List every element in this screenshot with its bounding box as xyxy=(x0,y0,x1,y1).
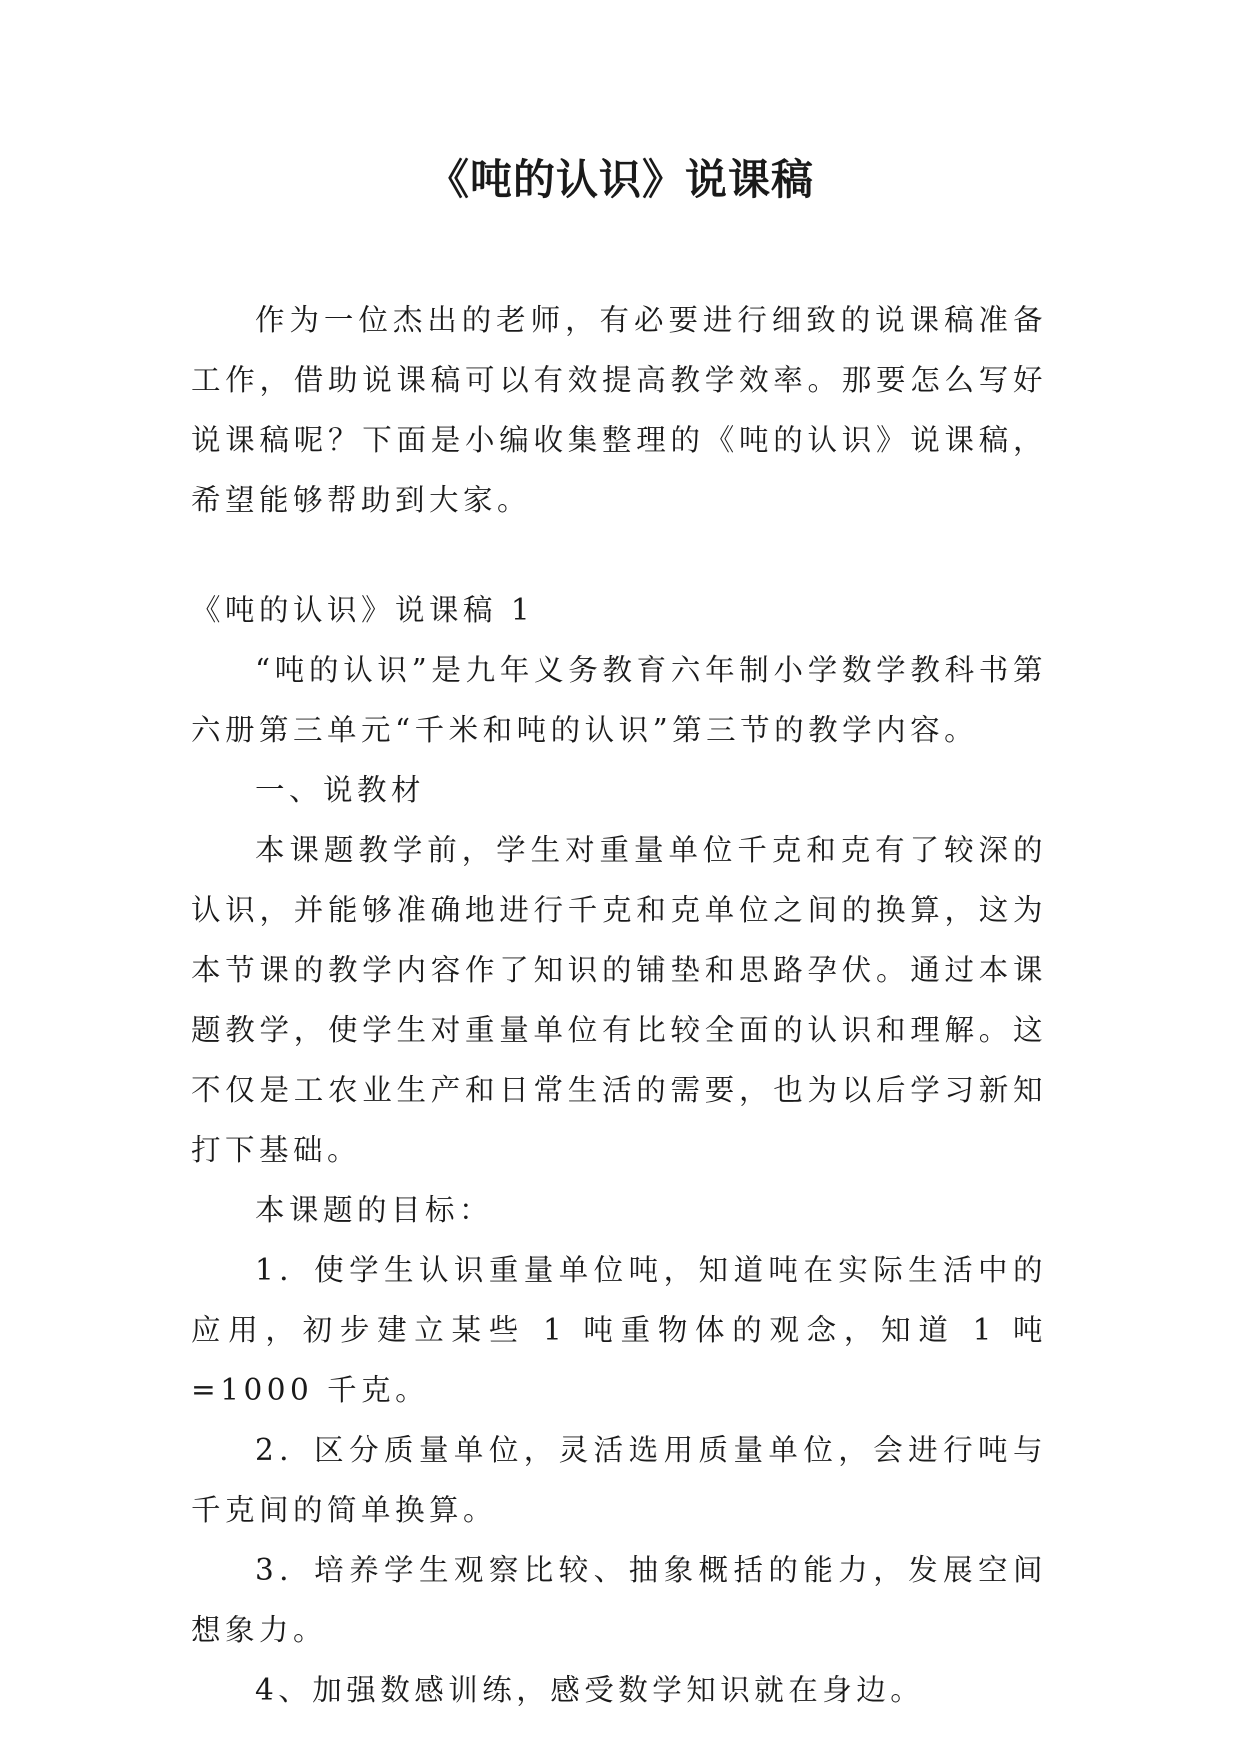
heading-textbook: 一、说教材 xyxy=(255,773,426,807)
section-heading: 《吨的认识》说课稿 1 xyxy=(191,593,535,627)
heading-goals: 本课题的目标： xyxy=(255,1193,494,1227)
document-title: 《吨的认识》说课稿 xyxy=(426,155,814,204)
section-1 xyxy=(191,580,1047,1720)
goal-item-3: 3．培养学生观察比较、抽象概括的能力，发展空间想象力。 xyxy=(191,1553,1047,1647)
paragraph-lesson-intro: “吨的认识”是九年义务教育六年制小学数学教科书第六册第三单元“千米和吨的认识”第三节的教学内容。 xyxy=(191,653,1047,747)
goal-item-4: 4、加强数感训练，感受数学知识就在身边。 xyxy=(255,1673,925,1707)
goal-item-2: 2．区分质量单位，灵活选用质量单位，会进行吨与千克间的简单换算。 xyxy=(191,1433,1047,1527)
goal-item-1: 1．使学生认识重量单位吨，知道吨在实际生活中的应用，初步建立某些 1 吨重物体的观念，知道 1 吨=1000 千克。 xyxy=(191,1253,1047,1407)
intro-paragraph: 作为一位杰出的老师，有必要进行细致的说课稿准备工作，借助说课稿可以有效提高教学效率。那要怎么写好说课稿呢？下面是小编收集整理的《吨的认识》说课稿，希望能够帮助到大家。 xyxy=(191,303,1047,517)
paragraph-textbook: 本课题教学前，学生对重量单位千克和克有了较深的认识，并能够准确地进行千克和克单位之间的换算，这为本节课的教学内容作了知识的铺垫和思路孕伏。通过本课题教学，使学生对重量单位有比较全面的认识和理解。这不仅是工农业生产和日常生活的需要，也为以后学习新知打下基础。 xyxy=(191,833,1047,1167)
